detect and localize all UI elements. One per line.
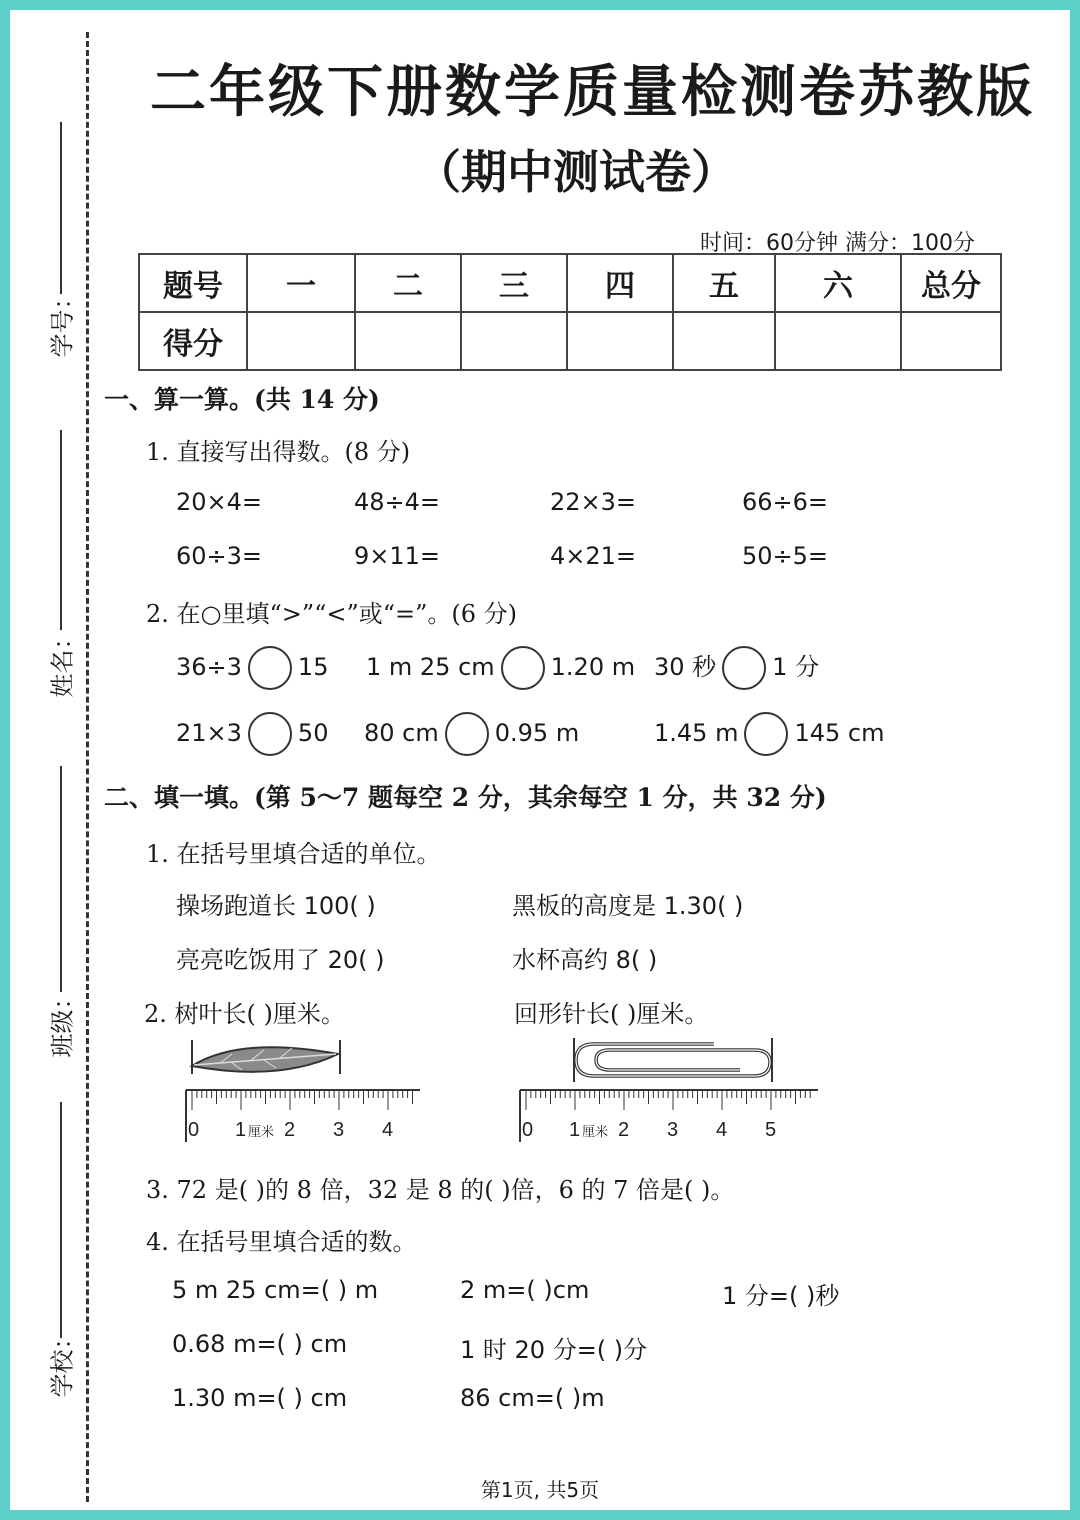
table-cell: 得分 xyxy=(139,312,247,370)
fill-item: 1 分=( )秒 xyxy=(722,1282,840,1310)
fill-item: 水杯高约 8( ) xyxy=(512,946,658,974)
problem: 48÷4= xyxy=(354,488,441,516)
table-row xyxy=(139,312,1001,370)
table-cell: 二 xyxy=(355,254,461,312)
page-title: 二年级下册数学质量检测卷苏教版 xyxy=(150,60,1035,125)
compare-circle[interactable] xyxy=(248,646,292,690)
fill-item: 5 m 25 cm=( ) m xyxy=(172,1276,379,1304)
section-1-heading: 一、算一算。(共 14 分) xyxy=(104,385,380,414)
fill-item: 2 m=( )cm xyxy=(460,1276,590,1304)
score-blank[interactable] xyxy=(673,312,775,370)
score-blank[interactable] xyxy=(567,312,673,370)
compare-circle[interactable] xyxy=(501,646,545,690)
problem: 22×3= xyxy=(550,488,637,516)
score-blank[interactable] xyxy=(775,312,901,370)
table-row xyxy=(139,254,1001,312)
page-subtitle: （期中测试卷） xyxy=(415,145,737,199)
fill-item: 86 cm=( )m xyxy=(460,1384,605,1412)
ruler-tick-label: 4 xyxy=(382,1119,394,1141)
fill-item: 操场跑道长 100( ) xyxy=(176,892,376,920)
id-blank-line xyxy=(60,122,62,294)
compare-circle[interactable] xyxy=(445,712,489,756)
problem: 66÷6= xyxy=(742,488,829,516)
ruler-tick-label: 1 xyxy=(235,1119,247,1141)
ruler-tick-label: 3 xyxy=(667,1119,679,1141)
s2-q1-title: 1. 在括号里填合适的单位。 xyxy=(146,840,441,868)
exam-page xyxy=(10,10,1070,1510)
problem: 9×11= xyxy=(354,542,441,570)
ruler-tick-label: 4 xyxy=(716,1119,728,1141)
table-cell: 六 xyxy=(775,254,901,312)
fill-item: 1.30 m=( ) cm xyxy=(172,1384,348,1412)
score-blank[interactable] xyxy=(247,312,355,370)
compare-item: 80 cm 0.95 m xyxy=(364,712,579,756)
leaf-ruler-figure xyxy=(180,1032,430,1142)
problem: 50÷5= xyxy=(742,542,829,570)
problem: 4×21= xyxy=(550,542,637,570)
ruler-icon xyxy=(520,1090,818,1142)
compare-circle[interactable] xyxy=(722,646,766,690)
ruler-tick-label: 2 xyxy=(284,1119,296,1141)
score-table xyxy=(138,253,1002,371)
s2-q3: 3. 72 是( )的 8 倍，32 是 8 的( )倍，6 的 7 倍是( )。 xyxy=(146,1176,735,1204)
s2-q4-title: 4. 在括号里填合适的数。 xyxy=(146,1228,417,1256)
compare-item: 21×3 50 xyxy=(176,712,328,756)
fill-item: 黑板的高度是 1.30( ) xyxy=(512,892,744,920)
section-2-heading: 二、填一填。(第 5～7 题每空 2 分，其余每空 1 分，共 32 分) xyxy=(104,783,827,812)
ruler-icon xyxy=(186,1090,420,1142)
compare-item: 1 m 25 cm 1.20 m xyxy=(366,646,635,690)
s2-q2-clip-question: 回形针长( )厘米。 xyxy=(514,1000,709,1028)
name-label: 姓名： xyxy=(48,625,77,698)
table-cell: 总分 xyxy=(901,254,1001,312)
table-cell: 四 xyxy=(567,254,673,312)
leaf-icon xyxy=(192,1040,340,1074)
student-id-label: 学号： xyxy=(48,285,77,358)
ruler-unit-label: 厘米 xyxy=(582,1124,609,1139)
school-blank-line xyxy=(60,1102,62,1338)
table-cell: 三 xyxy=(461,254,567,312)
ruler-tick-label: 0 xyxy=(188,1119,200,1141)
page-number: 第1页, 共5页 xyxy=(480,1478,600,1502)
table-cell: 题号 xyxy=(139,254,247,312)
ruler-unit-label: 厘米 xyxy=(248,1124,275,1139)
ruler-tick-label: 0 xyxy=(522,1119,534,1141)
compare-item: 1.45 m 145 cm xyxy=(654,712,884,756)
score-blank[interactable] xyxy=(901,312,1001,370)
paperclip-ruler-figure xyxy=(514,1032,824,1142)
compare-circle[interactable] xyxy=(744,712,788,756)
ruler-tick-label: 2 xyxy=(618,1119,630,1141)
time-score-info: 时间：60分钟 满分：100分 xyxy=(700,231,975,256)
compare-item: 30 秒 1 分 xyxy=(654,646,819,690)
fill-item: 亮亮吃饭用了 20( ) xyxy=(176,946,385,974)
cut-line xyxy=(86,32,89,1502)
name-blank-line xyxy=(60,430,62,630)
table-cell: 一 xyxy=(247,254,355,312)
s1-q2-title: 2. 在○里填“>”“<”或“=”。(6 分) xyxy=(146,600,518,628)
class-label: 班级： xyxy=(48,985,77,1058)
s1-q1-title: 1. 直接写出得数。(8 分) xyxy=(146,438,411,466)
ruler-tick-label: 5 xyxy=(765,1119,777,1141)
school-label: 学校： xyxy=(48,1325,77,1398)
s2-q2-leaf-question: 2. 树叶长( )厘米。 xyxy=(144,1000,345,1028)
table-cell: 五 xyxy=(673,254,775,312)
class-blank-line xyxy=(60,766,62,992)
fill-item: 0.68 m=( ) cm xyxy=(172,1330,348,1358)
problem: 20×4= xyxy=(176,488,263,516)
compare-circle[interactable] xyxy=(248,712,292,756)
compare-item: 36÷3 15 xyxy=(176,646,328,690)
ruler-tick-label: 1 xyxy=(569,1119,581,1141)
problem: 60÷3= xyxy=(176,542,263,570)
paperclip-icon xyxy=(574,1038,772,1082)
score-blank[interactable] xyxy=(461,312,567,370)
fill-item: 1 时 20 分=( )分 xyxy=(460,1336,648,1364)
ruler-tick-label: 3 xyxy=(333,1119,345,1141)
score-blank[interactable] xyxy=(355,312,461,370)
